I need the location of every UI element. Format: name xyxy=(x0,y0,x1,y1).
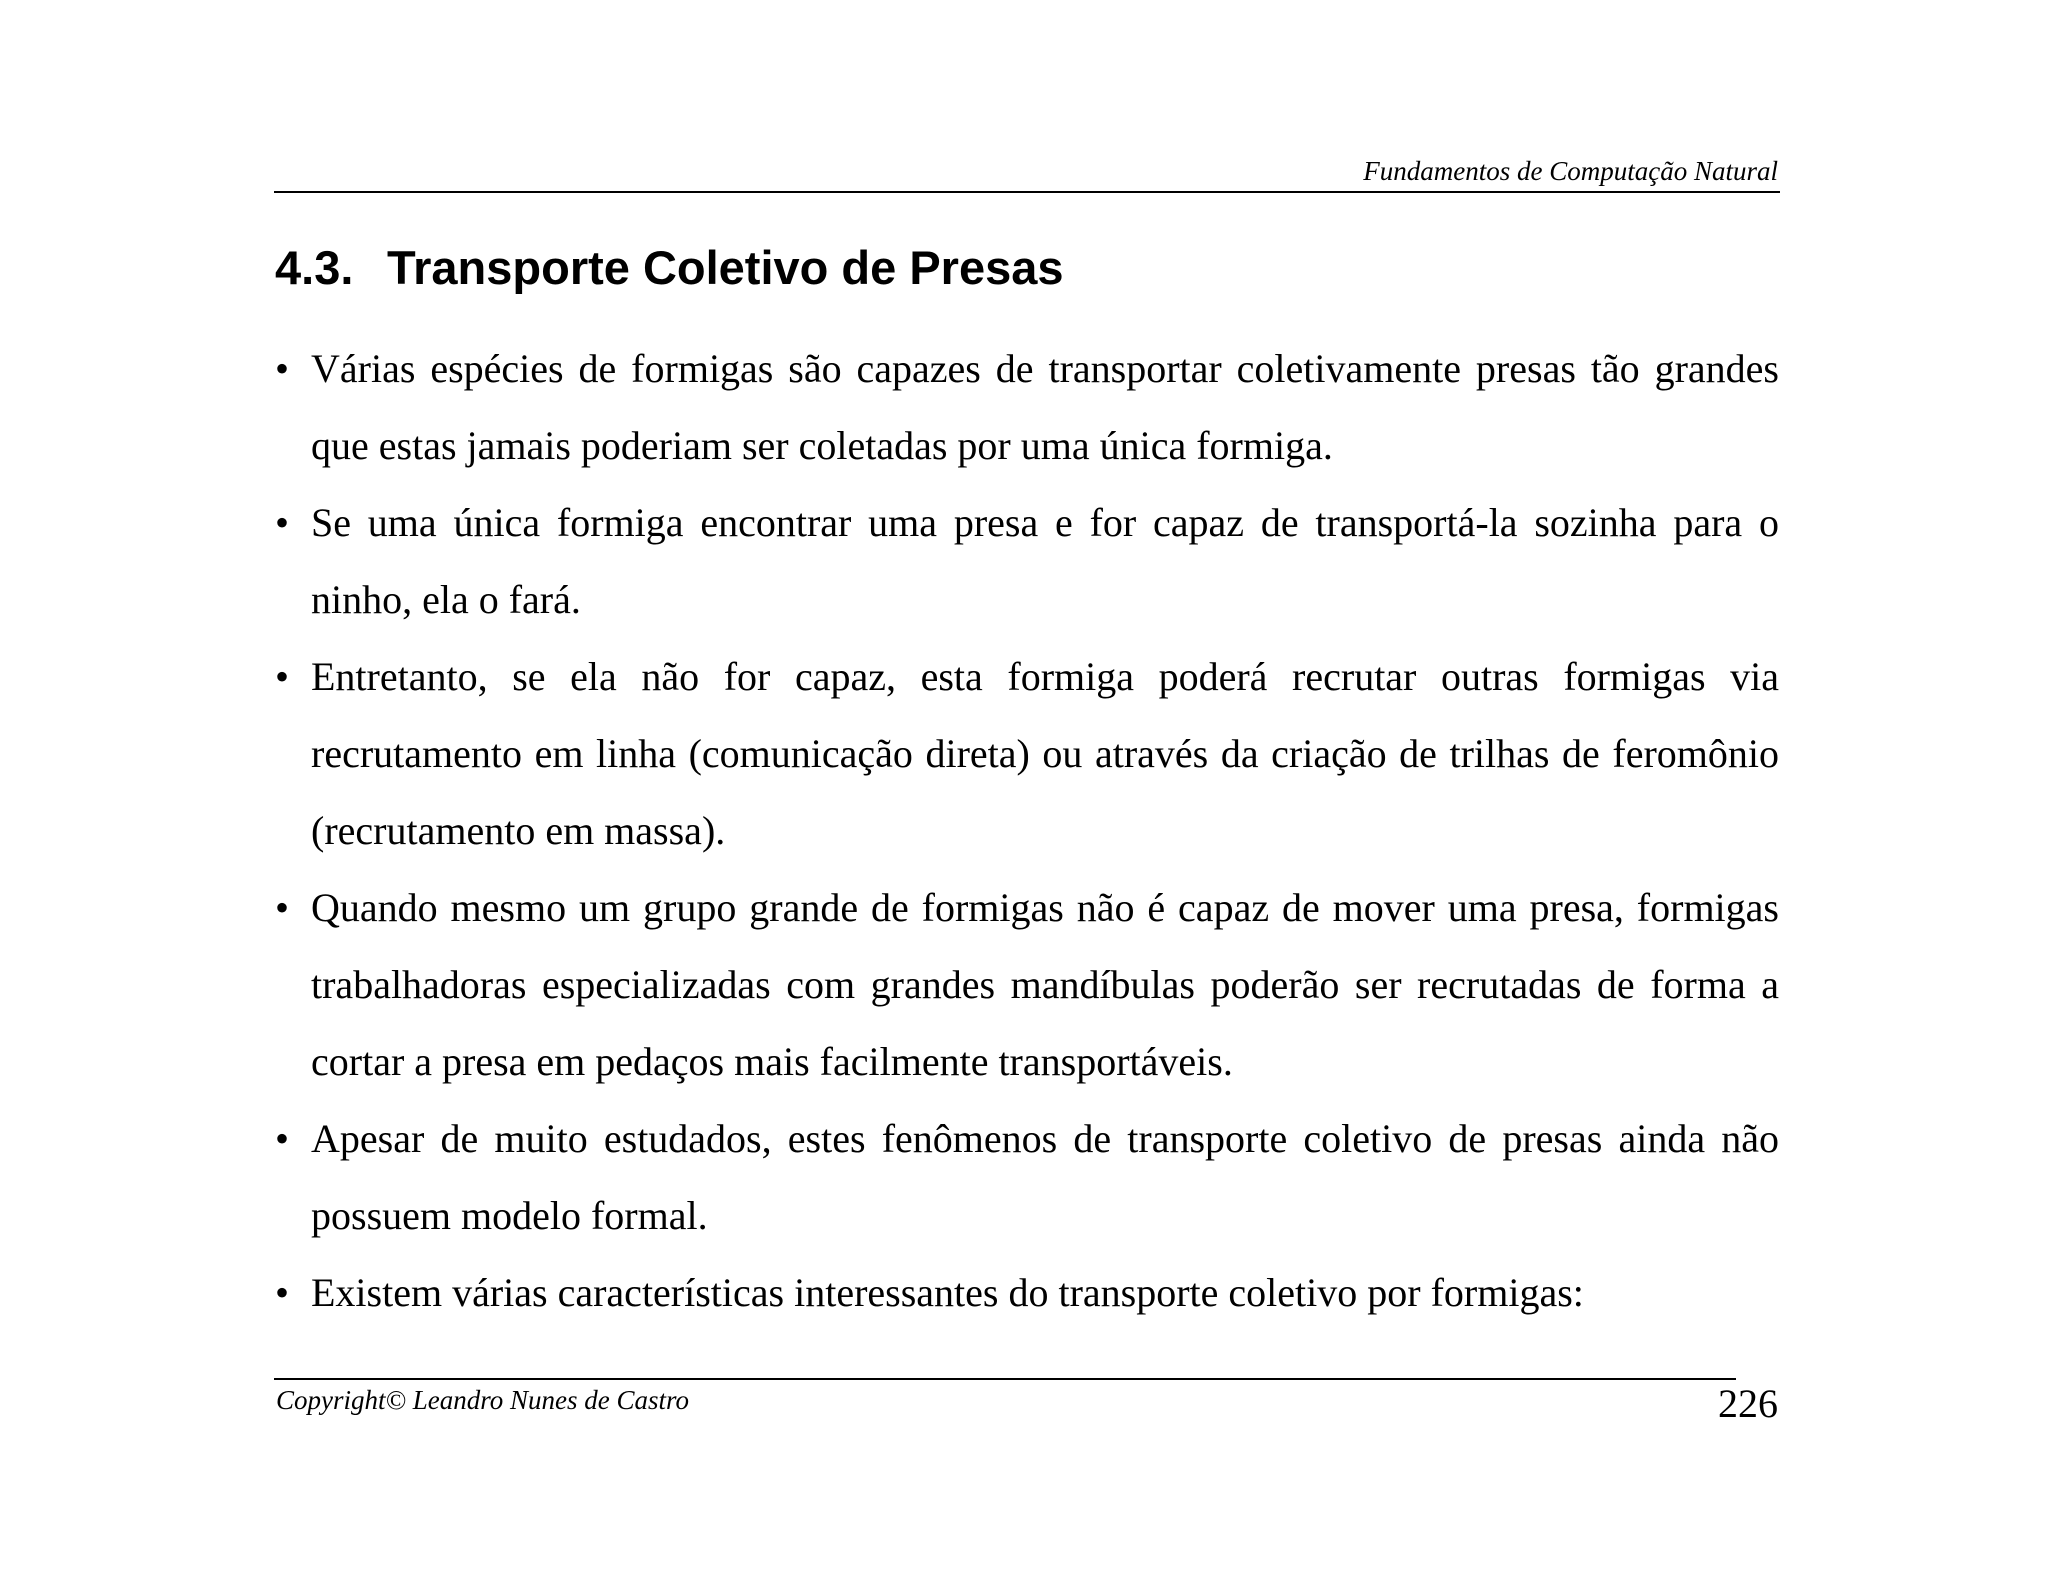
bullet-item xyxy=(274,1100,1779,1254)
section-title xyxy=(275,240,1064,296)
copyright-notice: Copyright© Leandro Nunes de Castro xyxy=(276,1385,690,1415)
bullet-text: Várias espécies de formigas são capazes de transportar coletivamente presas tão grandes que estas jamais poderiam ser coletadas por uma única formiga. xyxy=(311,346,1779,468)
running-header-title: Fundamentos de Computação Natural xyxy=(1363,156,1778,186)
bullet-icon: • xyxy=(275,885,290,930)
bullet-icon: • xyxy=(275,654,290,699)
bullet-item xyxy=(274,484,1779,638)
bullet-item xyxy=(274,1254,1779,1331)
bullet-list xyxy=(274,330,1779,1331)
bullet-icon: • xyxy=(275,1116,290,1161)
header-rule xyxy=(274,191,1780,193)
bullet-text: Se uma única formiga encontrar uma presa e for capaz de transportá-la sozinha para o ninho, ela o fará. xyxy=(311,500,1779,622)
bullet-icon: • xyxy=(275,500,290,545)
section-number: 4.3. xyxy=(275,241,354,294)
bullet-text: Quando mesmo um grupo grande de formigas não é capaz de mover uma presa, formigas trabalhadoras especializadas com grandes mandíbulas poderão ser recrutadas de forma a cortar a presa em pedaços mais facilmente transportáveis. xyxy=(311,885,1779,1084)
bullet-text: Apesar de muito estudados, estes fenômenos de transporte coletivo de presas ainda não possuem modelo formal. xyxy=(311,1116,1779,1238)
section-title-text: Transporte Coletivo de Presas xyxy=(387,241,1064,294)
bullet-item xyxy=(274,638,1779,869)
bullet-item xyxy=(274,330,1779,484)
bullet-text: Entretanto, se ela não for capaz, esta formiga poderá recrutar outras formigas via recrutamento em linha (comunicação direta) ou através da criação de trilhas de feromônio (recrutamento em massa). xyxy=(311,654,1779,853)
page-number: 226 xyxy=(1718,1381,1778,1426)
bullet-item xyxy=(274,869,1779,1100)
bullet-icon: • xyxy=(275,1270,290,1315)
bullet-text: Existem várias características interessantes do transporte coletivo por formigas: xyxy=(311,1270,1584,1315)
bullet-icon: • xyxy=(275,346,290,391)
